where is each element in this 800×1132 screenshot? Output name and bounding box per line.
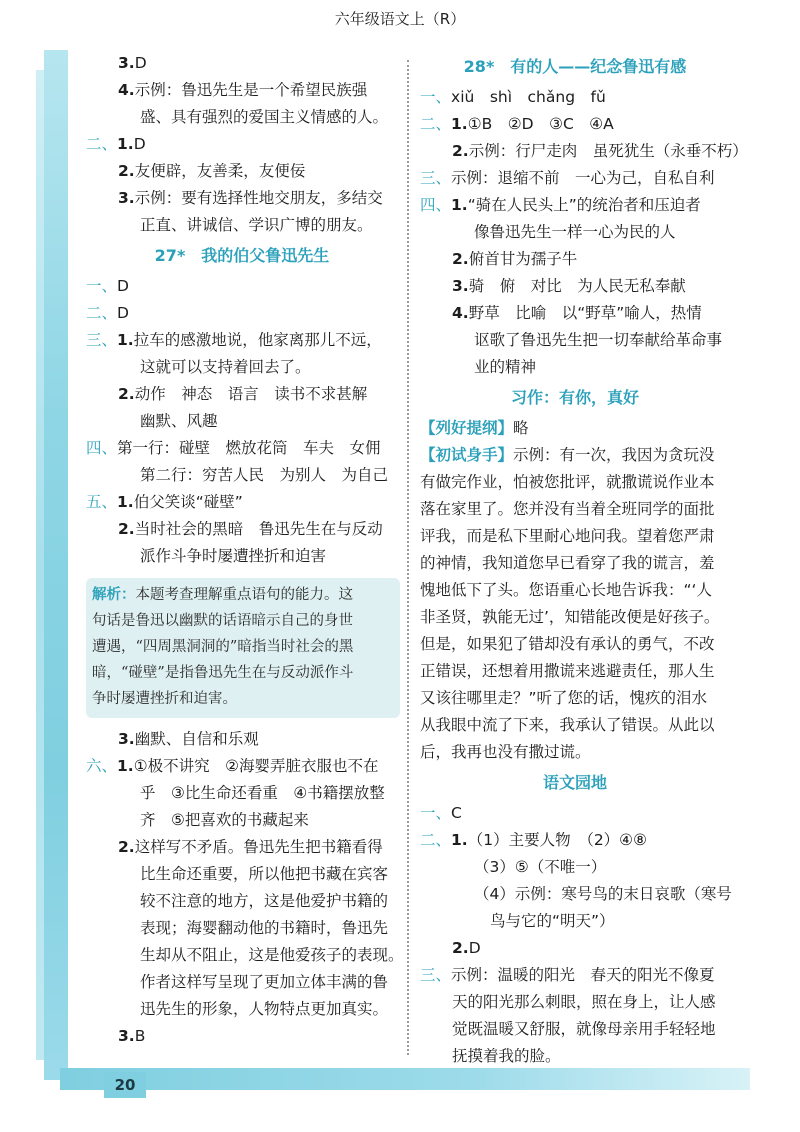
answer-text: 第二行：穷苦人民 为别人 为自己	[140, 466, 389, 484]
answer-line	[86, 77, 398, 104]
answer-text: 野草 比喻 以“野草”喻人，热情	[468, 304, 702, 322]
answer-line	[86, 543, 398, 570]
essay-line	[420, 469, 730, 496]
answer-text: 迅先生的形象，人物特点更加真实。	[140, 1000, 389, 1018]
answer-text: “骑在人民头上”的统治者和压迫者	[467, 196, 701, 214]
answer-line	[86, 888, 398, 915]
answer-line	[86, 780, 398, 807]
answer-line	[86, 1023, 398, 1050]
answer-line	[420, 989, 730, 1016]
answer-text: ①极不讲究 ②海婴弄脏衣服也不在	[133, 757, 379, 775]
question-number: 4.	[118, 81, 135, 99]
essay-text: 示例：有一次，我因为贪玩没	[513, 446, 715, 464]
answer-text: 幽默、风趣	[140, 412, 218, 430]
question-number: 3.	[118, 730, 135, 748]
answer-text: 盛、具有强烈的爱国主义情感的人。	[140, 108, 389, 126]
analysis-text: 句话是鲁迅以幽默的话语暗示自己的身世	[92, 613, 353, 629]
answer-line	[86, 834, 398, 861]
answer-text: 这样写不矛盾。鲁迅先生把书籍看得	[134, 838, 383, 856]
question-prefix: 二、	[86, 135, 118, 153]
question-prefix: 二、	[86, 304, 118, 322]
question-number: 2.	[118, 385, 135, 403]
question-number: 1.	[117, 135, 134, 153]
essay-line	[420, 442, 730, 469]
essay-text: 落在家里了。您并没有当着全班同学的面批	[420, 500, 715, 518]
outline-line	[420, 415, 730, 442]
answer-line	[420, 908, 730, 935]
answer-text: B	[134, 1027, 146, 1045]
sample-essay	[420, 442, 730, 766]
page-bottom-decoration	[60, 1068, 750, 1090]
answer-line	[420, 354, 730, 381]
answer-line	[420, 881, 730, 908]
answer-text: 派作斗争时屡遭挫折和迫害	[140, 547, 327, 565]
essay-line	[420, 604, 730, 631]
answer-line	[86, 131, 398, 158]
analysis-line	[92, 582, 392, 608]
question-number: 2.	[452, 939, 469, 957]
answer-text: 骑 俯 对比 为人民无私奉献	[468, 277, 686, 295]
analysis-label: 解析：	[92, 586, 136, 603]
answer-line	[86, 489, 398, 516]
answer-line	[86, 300, 398, 327]
answer-line	[86, 516, 398, 543]
analysis-text: 暗，“碰壁”是指鲁迅先生在与反动派作斗	[92, 665, 354, 681]
question-prefix: 二、	[420, 115, 452, 133]
answer-line	[86, 861, 398, 888]
answer-line	[420, 273, 730, 300]
question-number: 2.	[118, 838, 135, 856]
answer-list	[86, 726, 404, 1050]
question-prefix: 四、	[420, 196, 452, 214]
answer-line	[86, 185, 398, 212]
section-title-27: 27* 我的伯父鲁迅先生	[154, 246, 330, 265]
answer-text: 业的精神	[474, 358, 537, 376]
answer-line	[86, 408, 398, 435]
essay-text: 愧地低下了头。您语重心长地告诉我：“‘人	[420, 581, 712, 599]
essay-line	[420, 685, 730, 712]
answer-text: xiǔ shì chǎng fǔ	[451, 88, 606, 106]
answer-text: 正直、讲诚信、学识广博的朋友。	[140, 216, 373, 234]
answer-line	[420, 327, 730, 354]
analysis-line	[92, 686, 392, 712]
answer-text: 生却从不阻止，这是他爱孩子的表现。	[140, 946, 404, 964]
question-number: 3.	[118, 54, 135, 72]
analysis-line	[92, 660, 392, 686]
essay-text: 正错误，还想着用撒谎来逃避责任，那人生	[420, 662, 715, 680]
question-prefix: 一、	[420, 804, 452, 822]
answer-line	[86, 807, 398, 834]
answer-line	[420, 827, 730, 854]
essay-text: 但是，如果犯了错却没有承认的勇气，不改	[420, 635, 715, 653]
answer-text: 示例：鲁迅先生是一个希望民族强	[134, 81, 368, 99]
question-number: 3.	[118, 189, 135, 207]
left-column	[86, 50, 404, 1050]
answer-text: D	[133, 135, 146, 153]
page-edge-decoration	[44, 50, 68, 1080]
answer-line	[86, 915, 398, 942]
question-number: 1.	[451, 831, 468, 849]
column-divider	[407, 60, 409, 1055]
answer-line	[86, 753, 398, 780]
answer-line	[86, 969, 398, 996]
question-number: 2.	[118, 520, 135, 538]
analysis-line	[92, 608, 392, 634]
answer-text: 觉既温暖又舒服，就像母亲用手轻轻地	[452, 1020, 716, 1038]
answer-text: （4）示例：寒号鸟的末日哀歌（寒号	[474, 885, 732, 903]
outline-label: 【列好提纲】	[420, 419, 514, 437]
answer-text: 伯父笑谈“碰壁”	[133, 493, 243, 511]
essay-line	[420, 712, 730, 739]
answer-list	[420, 84, 748, 381]
answer-text: 友便辟，友善柔，友便佞	[134, 162, 306, 180]
answer-line	[86, 942, 404, 969]
answer-line	[420, 800, 730, 827]
answer-text: D	[117, 304, 129, 322]
essay-line	[420, 577, 730, 604]
answer-line	[86, 273, 398, 300]
right-column	[420, 50, 748, 1070]
question-prefix: 一、	[86, 277, 118, 295]
question-number: 3.	[118, 1027, 135, 1045]
question-prefix: 三、	[86, 331, 118, 349]
answer-text: 天的阳光那么刺眼，照在身上，让人感	[452, 993, 716, 1011]
question-prefix: 六、	[86, 757, 118, 775]
answer-text: 第一行：碰壁 燃放花筒 车夫 女佣	[117, 439, 381, 457]
essay-line	[420, 631, 730, 658]
question-prefix: 三、	[420, 169, 452, 187]
answer-line	[420, 854, 730, 881]
essay-line	[420, 739, 730, 766]
answer-line	[420, 1016, 730, 1043]
question-number: 2.	[452, 142, 469, 160]
answer-line	[420, 111, 730, 138]
answer-line	[86, 435, 398, 462]
answer-text: 当时社会的黑暗 鲁迅先生在与反动	[134, 520, 383, 538]
question-prefix: 一、	[420, 88, 452, 106]
answer-list	[86, 273, 398, 570]
answer-line	[420, 246, 730, 273]
question-number: 4.	[452, 304, 469, 322]
essay-text: 又该往哪里走？”听了您的话，愧疚的泪水	[420, 689, 708, 707]
answer-text: 幽默、自信和乐观	[134, 730, 259, 748]
answer-line	[420, 1043, 730, 1070]
answer-line	[420, 192, 730, 219]
answer-text: D	[468, 939, 481, 957]
section-title-writing: 习作：有你，真好	[510, 388, 639, 407]
answer-line	[420, 165, 730, 192]
answer-line	[420, 935, 730, 962]
answer-line	[420, 219, 730, 246]
answer-text: ①B ②D ③C ④A	[467, 115, 614, 133]
analysis-text: 争时屡遭挫折和迫害。	[92, 691, 237, 707]
outline-text: 略	[513, 419, 529, 437]
answer-line	[86, 212, 398, 239]
question-prefix: 五、	[86, 493, 118, 511]
analysis-text: 本题考查理解重点语句的能力。这	[135, 587, 353, 603]
answer-text: 像鲁迅先生一样一心为民的人	[474, 223, 676, 241]
answer-text: 齐 ⑤把喜欢的书藏起来	[140, 811, 309, 829]
answer-text: C	[451, 804, 462, 822]
page-header: 六年级语文上（R）	[334, 10, 466, 28]
try-label: 【初试身手】	[420, 446, 514, 464]
answer-line	[86, 462, 398, 489]
analysis-text: 遭遇，“四周黑洞洞的”暗指当时社会的黑	[92, 639, 354, 655]
section-title-garden: 语文园地	[542, 773, 607, 792]
question-number: 1.	[117, 331, 134, 349]
question-prefix: 四、	[86, 439, 118, 457]
essay-line	[420, 550, 730, 577]
answer-text: 示例：行尸走肉 虽死犹生（永垂不朽）	[468, 142, 748, 160]
essay-text: 评我，而是私下里耐心地问我。望着您严肃	[420, 527, 715, 545]
answer-text: （1）主要人物 （2）④⑧	[467, 831, 647, 849]
answer-text: 示例：要有选择性地交朋友，多结交	[134, 189, 383, 207]
essay-text: 的神情，我知道您早已看穿了我的谎言，羞	[420, 554, 715, 572]
essay-text: 后，我再也没有撒过谎。	[420, 743, 591, 761]
analysis-box	[86, 578, 400, 718]
answer-text: 示例：退缩不前 一心为己，自私自利	[451, 169, 715, 187]
answer-text: 作者这样写呈现了更加立体丰满的鲁	[140, 973, 389, 991]
section-title-28: 28* 有的人——纪念鲁迅有感	[463, 57, 687, 76]
answer-line	[86, 104, 398, 131]
essay-line	[420, 523, 730, 550]
question-number: 1.	[117, 493, 134, 511]
question-prefix: 三、	[420, 966, 452, 984]
answer-text: 表现；海婴翻动他的书籍时，鲁迅先	[140, 919, 389, 937]
question-number: 1.	[117, 757, 134, 775]
answer-line	[86, 996, 398, 1023]
answer-text: 动作 神态 语言 读书不求甚解	[134, 385, 368, 403]
answer-text: 俯首甘为孺子牛	[468, 250, 578, 268]
answer-text: （3）⑤（不唯一）	[474, 858, 607, 876]
question-prefix: 二、	[420, 831, 452, 849]
answer-text: 这就可以支持着回去了。	[140, 358, 311, 376]
answer-line	[420, 962, 730, 989]
answer-text: 乎 ③比生命还看重 ④书籍摆放整	[140, 784, 385, 802]
answer-text: 示例：温暖的阳光 春天的阳光不像夏	[451, 966, 715, 984]
question-number: 1.	[451, 196, 468, 214]
answer-line	[86, 726, 398, 753]
answer-line	[420, 84, 730, 111]
page-number: 20	[104, 1072, 146, 1098]
answer-line	[86, 50, 398, 77]
essay-line	[420, 658, 730, 685]
answer-line	[86, 354, 398, 381]
analysis-line	[92, 634, 392, 660]
answer-list	[420, 800, 730, 1070]
answer-text: D	[134, 54, 147, 72]
essay-text: 有做完作业，怕被您批评，就撒谎说作业本	[420, 473, 715, 491]
answer-line	[420, 138, 748, 165]
essay-text: 非圣贤，孰能无过’，知错能改便是好孩子。	[420, 608, 720, 626]
answer-text: 拉车的感激地说，他家离那儿不远，	[133, 331, 382, 349]
answer-text: 比生命还重要，所以他把书藏在宾客	[140, 865, 389, 883]
answer-line	[420, 300, 730, 327]
answer-list	[86, 50, 398, 239]
answer-text: 抚摸着我的脸。	[452, 1047, 561, 1065]
answer-text: 讴歌了鲁迅先生把一切奉献给革命事	[474, 331, 723, 349]
answer-text: 较不注意的地方，这是他爱护书籍的	[140, 892, 389, 910]
answer-line	[86, 327, 398, 354]
answer-line	[86, 158, 398, 185]
question-number: 3.	[452, 277, 469, 295]
essay-text: 从我眼中流了下来，我承认了错误。从此以	[420, 716, 715, 734]
question-number: 1.	[451, 115, 468, 133]
question-number: 2.	[452, 250, 469, 268]
answer-text: D	[117, 277, 129, 295]
answer-line	[86, 381, 398, 408]
answer-text: 鸟与它的“明天”）	[490, 912, 615, 930]
question-number: 2.	[118, 162, 135, 180]
essay-line	[420, 496, 730, 523]
